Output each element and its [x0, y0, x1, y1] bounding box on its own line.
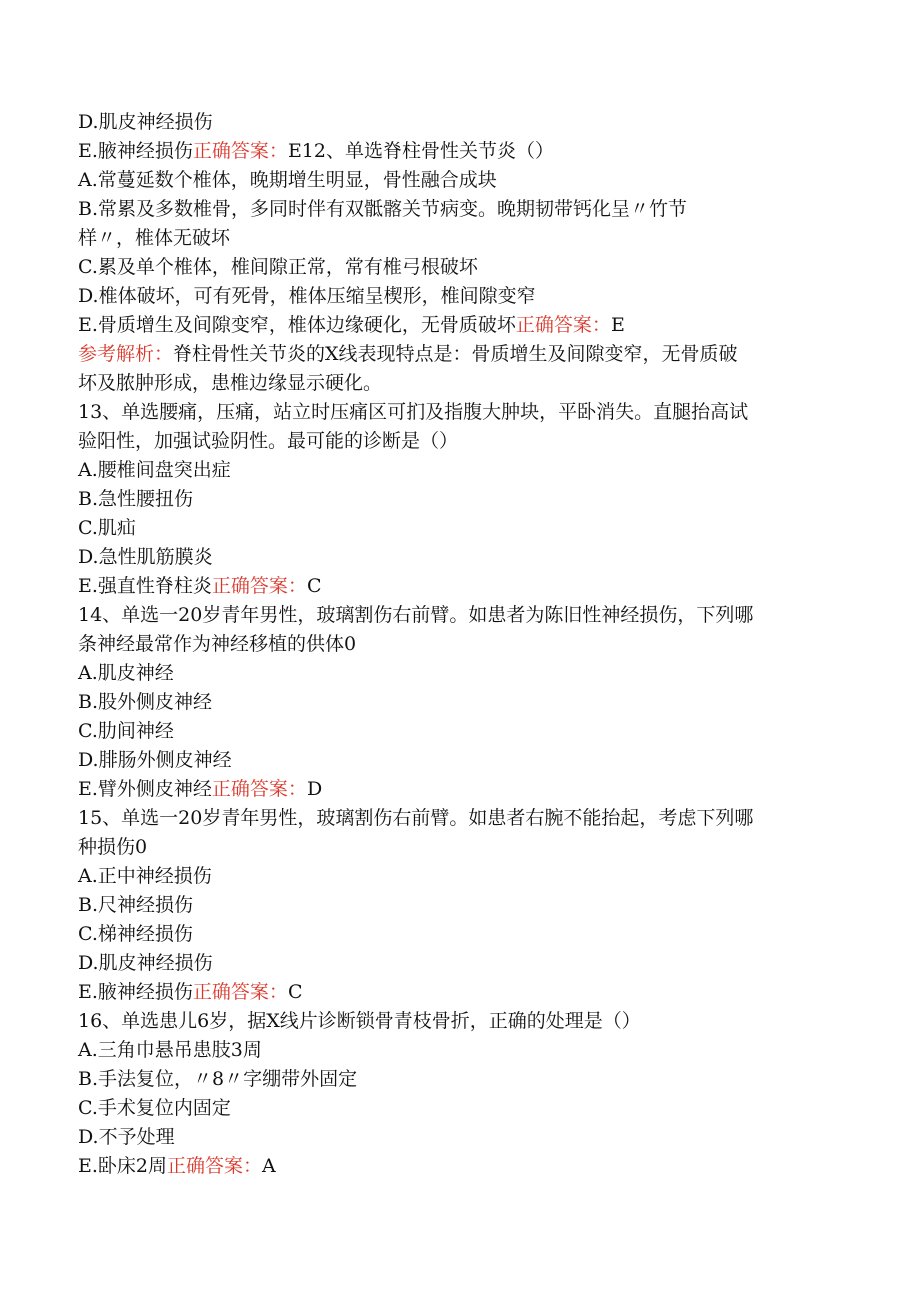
highlight-text: 正确答案：	[211, 575, 307, 597]
text-line	[78, 862, 858, 891]
highlight-text: 正确答案：	[211, 778, 307, 800]
line-text: E.强直性脊柱炎	[78, 575, 212, 597]
line-text: 样〃，椎体无破坏	[78, 227, 231, 249]
line-text: 14、单选一20岁青年男性，玻璃割伤右前臂。如患者为陈旧性神经损伤，下列哪	[78, 604, 754, 626]
line-text: B.急性腰扭伤	[78, 488, 194, 510]
line-text: D.肌皮神经损伤	[78, 952, 213, 974]
text-line	[78, 427, 858, 456]
text-line	[78, 340, 858, 369]
line-text: 坏及脓肿形成，患椎边缘显示硬化。	[78, 372, 383, 394]
line-text: B.股外侧皮神经	[78, 691, 213, 713]
highlight-text: 正确答案：	[192, 140, 288, 162]
text-line	[78, 224, 858, 253]
line-text: 种损伤0	[78, 836, 148, 858]
text-line	[78, 1065, 858, 1094]
highlight-text: 正确答案：	[167, 1155, 263, 1177]
text-line	[78, 949, 858, 978]
text-line	[78, 891, 858, 920]
line-text: C.手术复位内固定	[78, 1097, 231, 1119]
text-line	[78, 1152, 858, 1181]
line-text: A.腰椎间盘突出症	[78, 459, 231, 481]
line-text: A.常蔓延数个椎体，晚期增生明显，骨性融合成块	[78, 169, 497, 191]
text-line	[78, 630, 858, 659]
text-line	[78, 717, 858, 746]
text-line	[78, 543, 858, 572]
line-text: E.臂外侧皮神经	[78, 778, 212, 800]
text-line	[78, 1123, 858, 1152]
line-text: C.肌疝	[78, 517, 136, 539]
highlight-text: 参考解析：	[78, 343, 174, 365]
line-text: D.肌皮神经损伤	[78, 111, 213, 133]
line-text: A.正中神经损伤	[78, 865, 212, 887]
line-text: 条神经最常作为神经移植的供体0	[78, 633, 357, 655]
line-text: C.肋间神经	[78, 720, 174, 742]
text-line	[78, 804, 858, 833]
text-line	[78, 398, 858, 427]
text-line	[78, 1094, 858, 1123]
text-line	[78, 369, 858, 398]
text-line	[78, 1036, 858, 1065]
text-line	[78, 833, 858, 862]
text-line	[78, 659, 858, 688]
text-line	[78, 514, 858, 543]
line-text: E.骨质增生及间隙变窄，椎体边缘硬化，无骨质破坏	[78, 314, 516, 336]
line-text: B.手法复位，〃8〃字绷带外固定	[78, 1068, 358, 1090]
line-text: 脊柱骨性关节炎的X线表现特点是：骨质增生及间隙变窄，无骨质破	[173, 343, 738, 365]
text-line	[78, 688, 858, 717]
line-text: D	[306, 778, 323, 800]
text-line	[78, 1007, 858, 1036]
line-text: C	[306, 575, 322, 597]
line-text: C	[287, 981, 303, 1003]
text-line	[78, 601, 858, 630]
text-line	[78, 195, 858, 224]
line-text: 15、单选一20岁青年男性，玻璃割伤右前臂。如患者右腕不能抬起，考虑下列哪	[78, 807, 754, 829]
line-text: E.卧床2周	[78, 1155, 167, 1177]
line-text: E.腋神经损伤	[78, 981, 193, 1003]
text-line	[78, 775, 858, 804]
text-line	[78, 456, 858, 485]
line-text: B.常累及多数椎骨，多同时伴有双骶髂关节病变。晚期韧带钙化呈〃竹节	[78, 198, 688, 220]
highlight-text: 正确答案：	[192, 981, 288, 1003]
line-text: A.三角巾悬吊患肢3周	[78, 1039, 262, 1061]
text-line	[78, 920, 858, 949]
line-text: 验阳性，加强试验阴性。最可能的诊断是（）	[78, 430, 459, 452]
line-text: D.腓肠外侧皮神经	[78, 749, 232, 771]
text-line	[78, 746, 858, 775]
line-text: A.肌皮神经	[78, 662, 174, 684]
line-text: E.腋神经损伤	[78, 140, 193, 162]
document-body	[78, 108, 858, 1181]
line-text: 13、单选腰痛，压痛，站立时压痛区可扪及指腹大肿块，平卧消失。直腿抬高试	[78, 401, 749, 423]
line-text: C.梯神经损伤	[78, 923, 193, 945]
line-text: D.急性肌筋膜炎	[78, 546, 213, 568]
line-text: 16、单选患儿6岁，据X线片诊断锁骨青枝骨折，正确的处理是（）	[78, 1010, 641, 1032]
text-line	[78, 485, 858, 514]
line-text: E12、单选脊柱骨性关节炎（）	[287, 140, 554, 162]
text-line	[78, 166, 858, 195]
line-text: C.累及单个椎体，椎间隙正常，常有椎弓根破坏	[78, 256, 478, 278]
line-text: E	[610, 314, 625, 336]
text-line	[78, 137, 858, 166]
line-text: D.不予处理	[78, 1126, 175, 1148]
line-text: A	[262, 1155, 276, 1177]
text-line	[78, 572, 858, 601]
line-text: D.椎体破坏，可有死骨，椎体压缩呈楔形，椎间隙变窄	[78, 285, 536, 307]
text-line	[78, 282, 858, 311]
text-line	[78, 253, 858, 282]
text-line	[78, 108, 858, 137]
text-line	[78, 978, 858, 1007]
text-line	[78, 311, 858, 340]
line-text: B.尺神经损伤	[78, 894, 194, 916]
highlight-text: 正确答案：	[515, 314, 611, 336]
